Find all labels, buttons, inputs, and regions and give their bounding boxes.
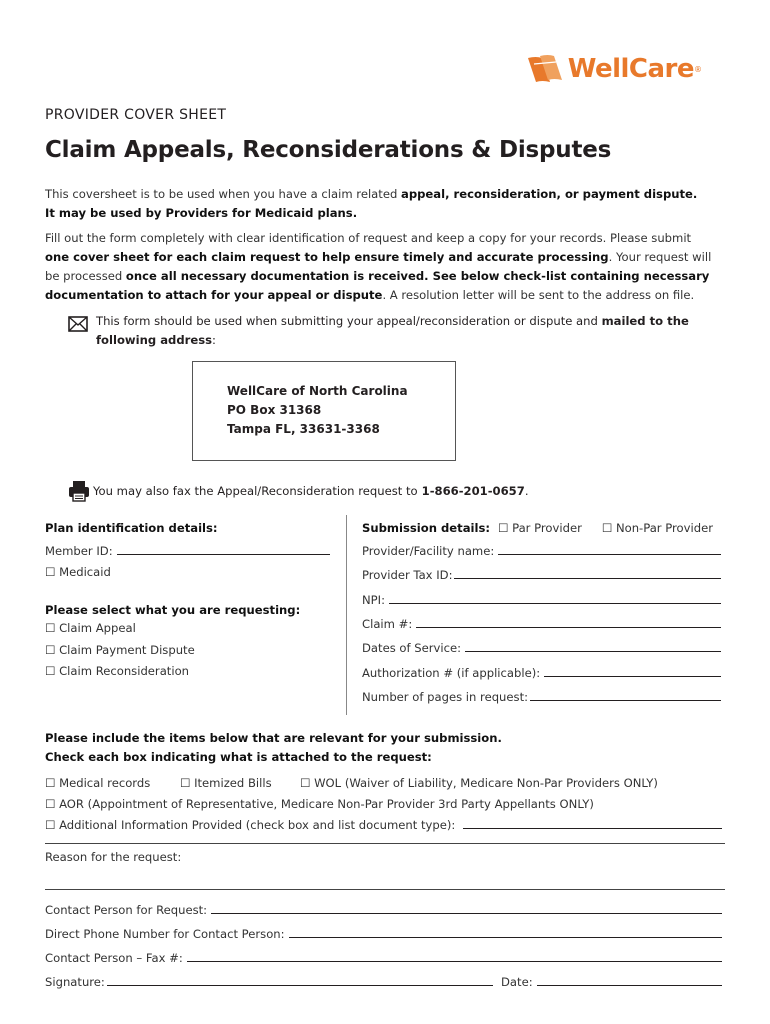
instr-text-e: . A resolution letter will be sent to the address on file. xyxy=(382,288,695,302)
address-line-1: WellCare of North Carolina xyxy=(227,384,408,398)
tax-id-line[interactable] xyxy=(454,568,721,579)
fax-text: You may also fax the Appeal/Reconsideration request to xyxy=(93,484,418,498)
provider-name-field[interactable] xyxy=(362,544,721,558)
intro-paragraph-1 xyxy=(45,185,715,223)
submission-heading: Submission details: xyxy=(362,521,491,535)
reason-label: Reason for the request: xyxy=(45,850,182,864)
plan-heading: Plan identification details: xyxy=(45,521,218,535)
contact-person-line[interactable] xyxy=(211,903,722,914)
envelope-icon xyxy=(68,316,88,332)
claim-payment-dispute-checkbox[interactable]: ☐ Claim Payment Dispute xyxy=(45,643,195,657)
page-count-field[interactable] xyxy=(362,690,721,704)
dates-of-service-field[interactable] xyxy=(362,641,721,655)
items-heading-2: Check each box indicating what is attached to the request: xyxy=(45,750,432,764)
contact-phone-field[interactable] xyxy=(45,927,722,941)
wellcare-swoosh-icon xyxy=(526,54,568,84)
member-id-line[interactable] xyxy=(117,544,330,555)
divider-reason-top xyxy=(45,843,725,844)
claim-number-line[interactable] xyxy=(416,617,721,628)
page-title: Claim Appeals, Reconsiderations & Disputes xyxy=(45,137,612,163)
dates-of-service-line[interactable] xyxy=(465,641,721,652)
contact-phone-line[interactable] xyxy=(289,927,722,938)
mail-instruction xyxy=(68,312,708,350)
instr-text-c: . Your request will be processed xyxy=(45,250,712,283)
contact-fax-line[interactable] xyxy=(187,951,722,962)
intro-emphasis: appeal, reconsideration, or payment dispute. xyxy=(401,187,698,201)
signature-field[interactable] xyxy=(45,975,493,989)
reason-line[interactable] xyxy=(45,889,725,890)
dates-of-service-label: Dates of Service: xyxy=(362,641,462,655)
mail-colon: : xyxy=(212,333,216,347)
member-id-label: Member ID: xyxy=(45,544,113,558)
provider-name-line[interactable] xyxy=(498,544,721,555)
instr-emphasis-b: one cover sheet for each claim request to help ensure timely and accurate processing xyxy=(45,250,609,264)
wol-checkbox[interactable]: ☐ WOL (Waiver of Liability, Medicare Non-Par Providers ONLY) xyxy=(300,776,658,790)
npi-label: NPI: xyxy=(362,593,385,607)
date-label: Date: xyxy=(501,975,533,989)
npi-field[interactable] xyxy=(362,593,721,607)
npi-line[interactable] xyxy=(389,593,721,604)
claim-reconsideration-checkbox[interactable]: ☐ Claim Reconsideration xyxy=(45,664,190,678)
fax-instruction xyxy=(68,480,529,502)
signature-label: Signature: xyxy=(45,975,105,989)
nonpar-provider-checkbox[interactable]: ☐ Non-Par Provider xyxy=(601,521,713,535)
request-heading: Please select what you are requesting: xyxy=(45,603,301,617)
mail-emphasis: mailed to the following address xyxy=(96,314,689,347)
page-count-label: Number of pages in request: xyxy=(362,690,529,704)
intro-paragraph-2 xyxy=(45,229,715,305)
itemized-bills-checkbox[interactable]: ☐ Itemized Bills xyxy=(180,776,272,790)
fax-period: . xyxy=(524,484,529,498)
aor-checkbox[interactable]: ☐ AOR (Appointment of Representative, Medicare Non-Par Provider 3rd Party Appellants ONLY) xyxy=(45,797,594,811)
registered-mark: ® xyxy=(694,64,702,74)
date-field[interactable] xyxy=(501,975,722,989)
contact-person-field[interactable] xyxy=(45,903,722,917)
member-id-field[interactable] xyxy=(45,544,330,558)
tax-id-label: Provider Tax ID: xyxy=(362,568,453,582)
items-heading-1: Please include the items below that are relevant for your submission. xyxy=(45,731,502,745)
date-line[interactable] xyxy=(537,975,722,986)
signature-line[interactable] xyxy=(107,975,493,986)
claim-number-field[interactable] xyxy=(362,617,721,631)
address-line-2: PO Box 31368 xyxy=(227,403,322,417)
intro-medicaid-note: It may be used by Providers for Medicaid plans. xyxy=(45,206,358,220)
tax-id-field[interactable] xyxy=(362,568,721,582)
contact-phone-label: Direct Phone Number for Contact Person: xyxy=(45,927,285,941)
submission-heading-row xyxy=(362,521,713,535)
medical-records-checkbox[interactable]: ☐ Medical records xyxy=(45,776,151,790)
claim-appeal-checkbox[interactable]: ☐ Claim Appeal xyxy=(45,621,136,635)
par-provider-checkbox[interactable]: ☐ Par Provider xyxy=(498,521,582,535)
eyebrow: PROVIDER COVER SHEET xyxy=(45,107,227,123)
mail-text: This form should be used when submitting your appeal/reconsideration or dispute and xyxy=(96,314,602,328)
additional-info-field[interactable] xyxy=(45,818,722,832)
wellcare-logo xyxy=(526,54,702,84)
additional-info-checkbox[interactable]: ☐ Additional Information Provided (check box and list document type): xyxy=(45,818,456,832)
column-divider xyxy=(346,515,347,715)
contact-person-label: Contact Person for Request: xyxy=(45,903,208,917)
fax-number: 1-866-201-0657 xyxy=(421,484,525,498)
instr-emphasis-d: once all necessary documentation is received. See below check-list containing necessary documentation to attach for your appeal or dispute xyxy=(45,269,710,302)
medicaid-checkbox[interactable]: ☐ Medicaid xyxy=(45,565,111,579)
provider-name-label: Provider/Facility name: xyxy=(362,544,495,558)
logo-text: WellCare xyxy=(567,54,694,84)
instr-text-a: Fill out the form completely with clear identification of request and keep a copy for your records. Please submit xyxy=(45,231,692,245)
claim-number-label: Claim #: xyxy=(362,617,413,631)
authorization-label: Authorization # (if applicable): xyxy=(362,666,541,680)
fax-icon xyxy=(68,480,90,502)
contact-fax-label: Contact Person – Fax #: xyxy=(45,951,183,965)
page-count-line[interactable] xyxy=(530,690,721,701)
mailing-address-box xyxy=(192,361,456,461)
contact-fax-field[interactable] xyxy=(45,951,722,965)
additional-info-line[interactable] xyxy=(463,818,722,829)
authorization-field[interactable] xyxy=(362,666,721,680)
authorization-line[interactable] xyxy=(544,666,721,677)
address-line-3: Tampa FL, 33631-3368 xyxy=(227,422,380,436)
intro-text: This coversheet is to be used when you have a claim related xyxy=(45,187,402,201)
